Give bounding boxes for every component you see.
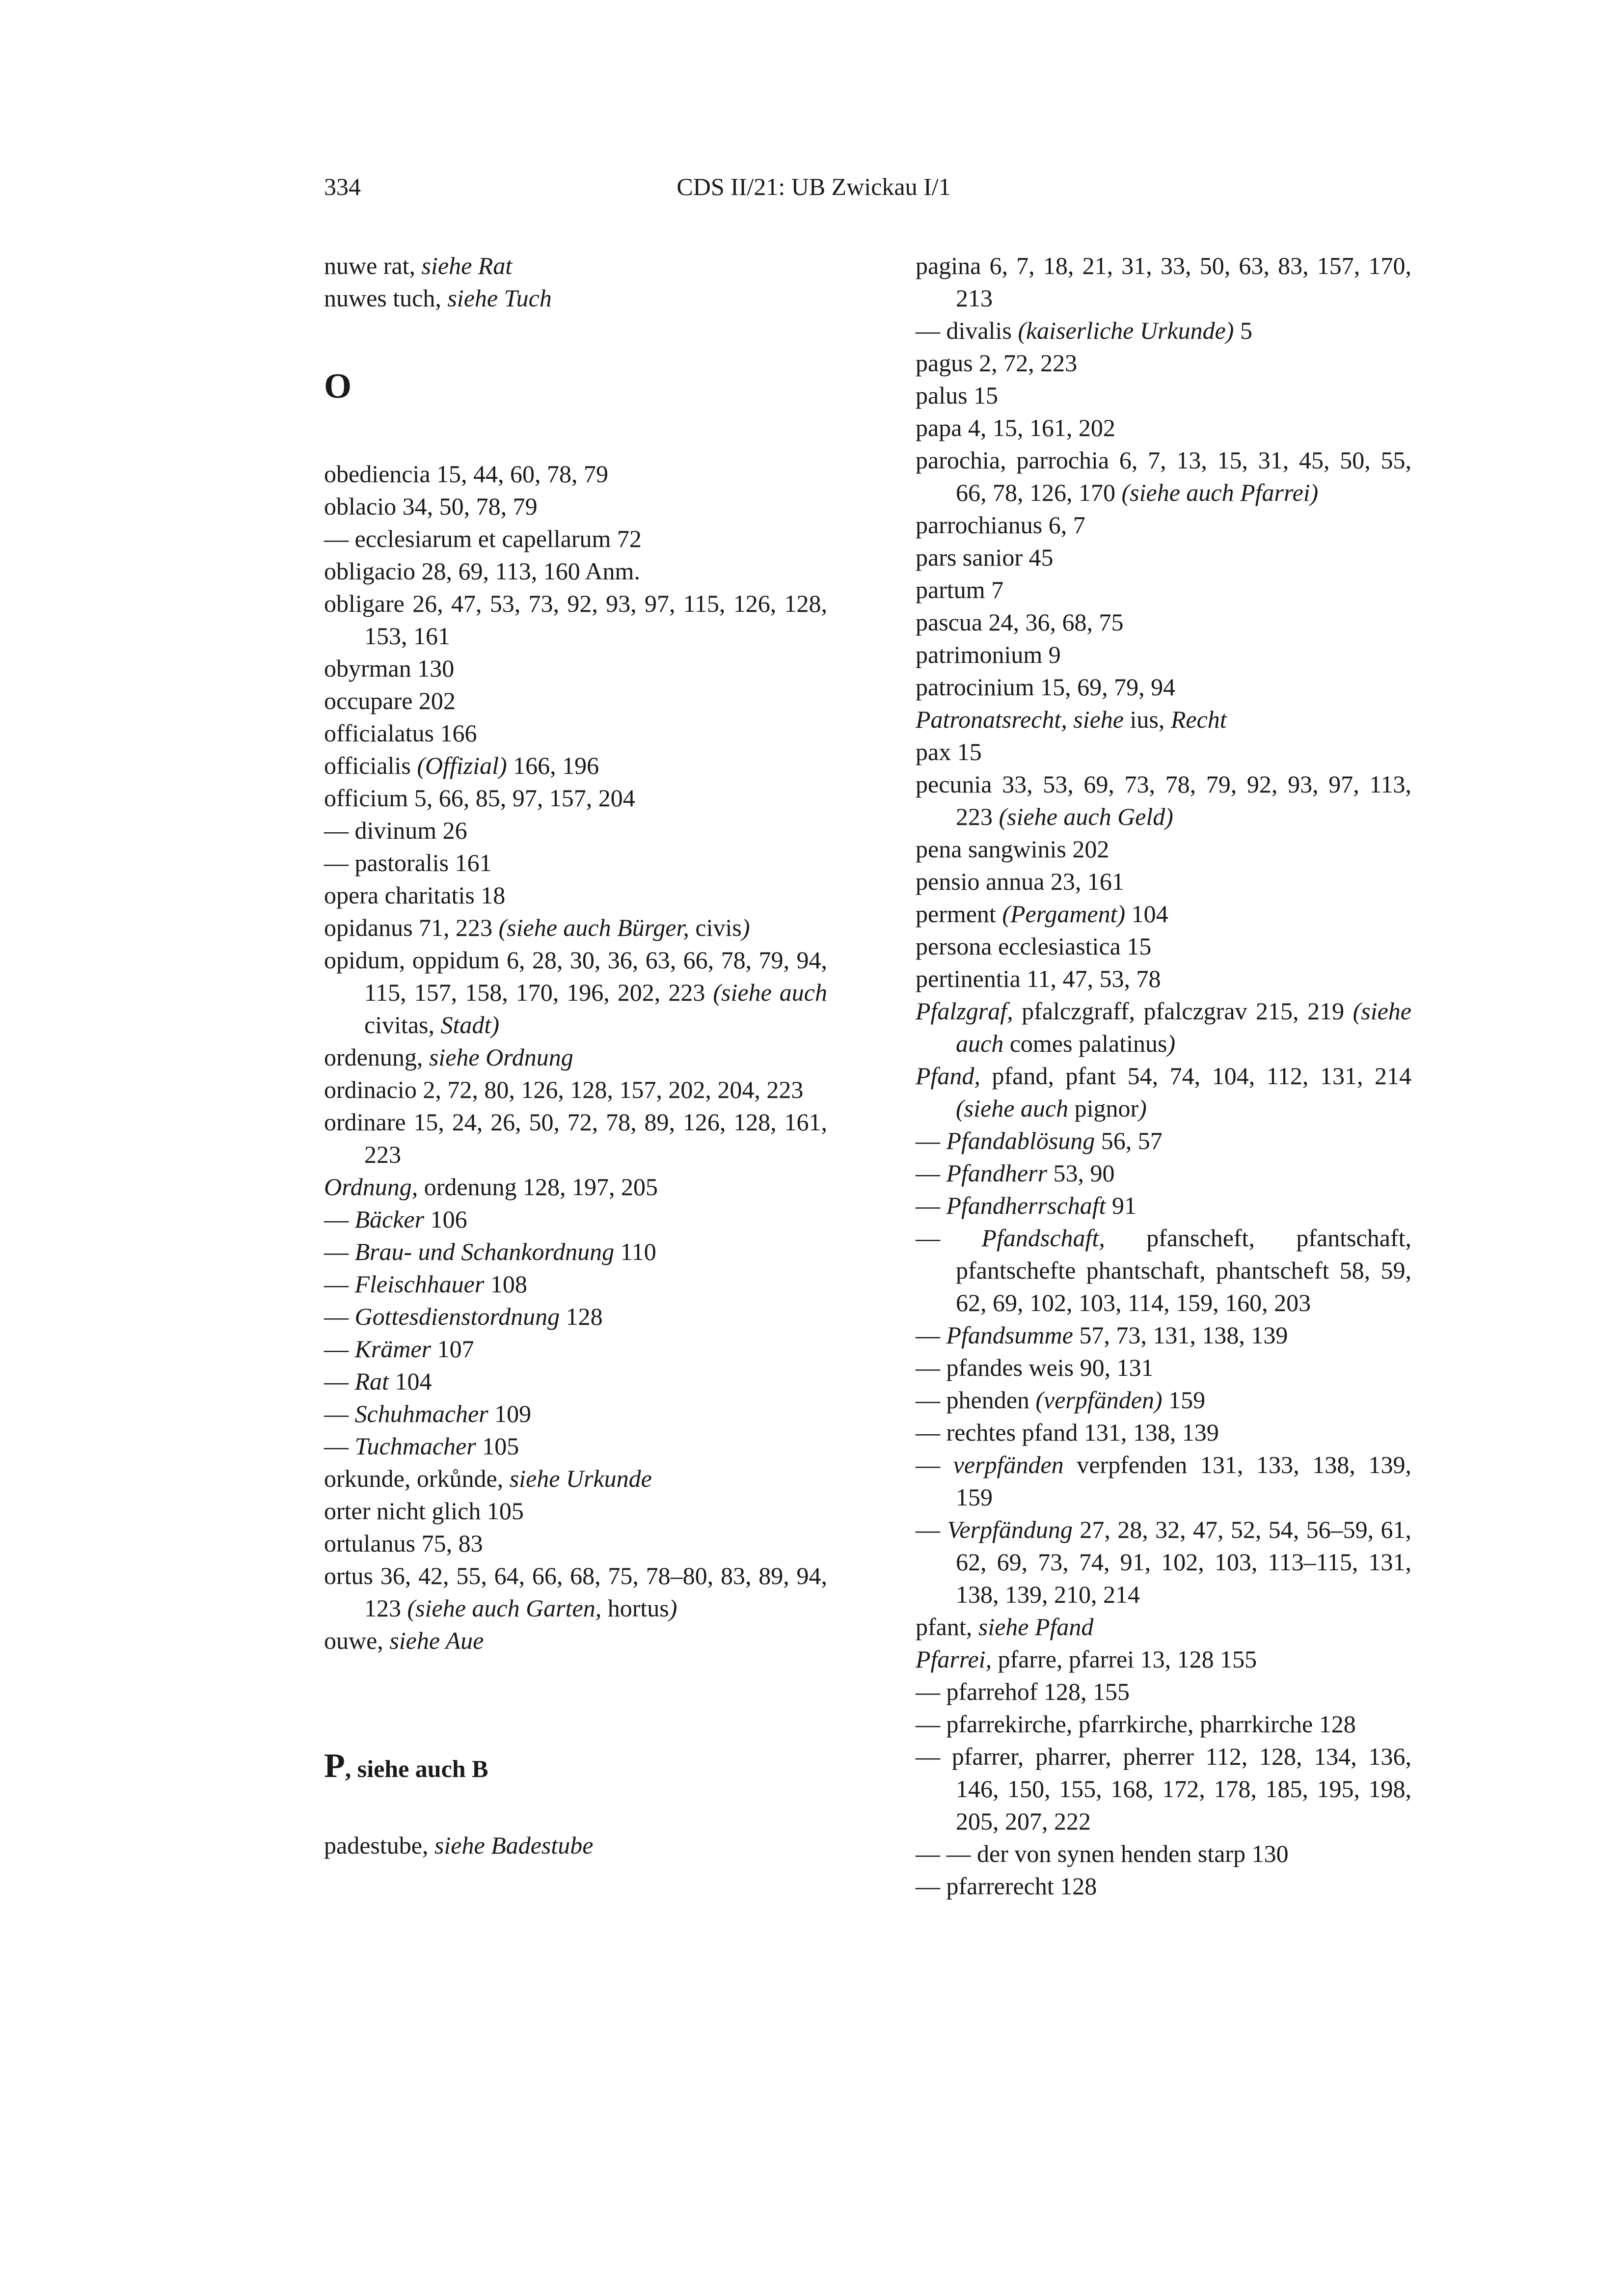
entry-text-italic: Schuhmacher [354, 1400, 488, 1427]
index-entry [916, 865, 1411, 898]
entry-text-italic: Stadt) [440, 1011, 499, 1039]
subentry-dash: — [916, 1159, 947, 1187]
entry-text: oblacio 34, 50, 78, 79 [324, 492, 538, 520]
entry-text: ordenung 128, 197, 205 [418, 1173, 658, 1201]
index-subentry [324, 1365, 827, 1397]
index-entry [916, 574, 1411, 606]
subentry-dash: — [916, 1516, 947, 1543]
entry-text: nuwes tuch, [324, 284, 448, 312]
entry-text: papa 4, 15, 161, 202 [916, 414, 1115, 441]
entry-text: pfarrerecht 128 [946, 1872, 1097, 1900]
subentry-dash: — [324, 817, 355, 844]
index-subentry [916, 1124, 1411, 1157]
entry-text: 104 [1125, 900, 1168, 928]
subentry-dash: — [916, 1354, 947, 1381]
entry-text: divalis [946, 317, 1018, 344]
index-subentry [916, 1870, 1411, 1902]
entry-text-italic: Recht [1170, 706, 1227, 733]
entry-text: obligare 26, 47, 53, 73, 92, 93, 97, 115, 126, 128, 153, 161 [324, 590, 827, 650]
entry-text: opidanus 71, 223 [324, 914, 499, 941]
index-subentry [324, 1430, 827, 1462]
entry-text-italic: Krämer [354, 1335, 432, 1363]
index-entry [324, 458, 827, 490]
entry-text: pfarre, pfarrei 13, 128 155 [992, 1645, 1257, 1673]
entry-text: civitas, [364, 1011, 441, 1039]
index-column-left [324, 249, 827, 1861]
subentry-dash: — [916, 1872, 947, 1900]
section-heading-letter: P [324, 1747, 345, 1785]
entry-text: pfandes weis 90, 131 [946, 1354, 1154, 1381]
index-entry [324, 1462, 827, 1495]
entry-text: pensio annua 23, 161 [916, 868, 1124, 895]
entry-text: pars sanior 45 [916, 544, 1054, 571]
index-subentry [324, 1235, 827, 1268]
subentry-dash: — [324, 1367, 355, 1395]
index-entry [916, 638, 1411, 671]
entry-text: 166, 196 [507, 752, 599, 779]
entry-text-italic: ) [741, 914, 750, 941]
entry-text: parochia, parrochia 6, 7, 13, 15, 31, 45, 50, 55, 66, 78, 126, 170 [916, 446, 1411, 506]
index-subentry [916, 1837, 1411, 1870]
index-subentry [916, 1513, 1411, 1611]
index-subentry [324, 847, 827, 879]
index-entry [324, 944, 827, 1041]
entry-text: phenden [946, 1386, 1036, 1414]
subentry-dash: — [916, 1192, 947, 1219]
entry-text: pfarrehof 128, 155 [946, 1678, 1130, 1705]
entry-text: partum 7 [916, 576, 1004, 603]
entry-text: persona ecclesiastica 15 [916, 932, 1152, 960]
page-header [324, 169, 1303, 204]
entry-text-italic: Pfandherrschaft [946, 1192, 1106, 1219]
index-entry [916, 411, 1411, 444]
entry-text: pfalczgraff, pfalczgrav 215, 219 [1013, 997, 1353, 1025]
entry-text: occupare 202 [324, 687, 456, 714]
entry-text: pfanscheft, pfantschaft, pfantschefte phantschaft, phantscheft 58, 59, 62, 69, 102, 103, 114, 159, 160, 203 [956, 1224, 1411, 1316]
index-entry [916, 703, 1411, 736]
index-entry [916, 379, 1411, 411]
entry-text: 104 [388, 1367, 432, 1395]
entry-text-italic: siehe Pfand [978, 1613, 1094, 1640]
index-entry [916, 1643, 1411, 1675]
entry-text: rechtes pfand 131, 138, 139 [946, 1419, 1219, 1446]
subentry-dash: — [916, 1321, 947, 1349]
entry-text: 57, 73, 131, 138, 139 [1073, 1321, 1288, 1349]
entry-text-italic: (Pergament) [1002, 900, 1126, 928]
index-entry [324, 1829, 827, 1861]
entry-text-italic: Bäcker [354, 1205, 425, 1233]
subentry-dash: — [916, 1710, 947, 1738]
entry-text-italic: (Offizial) [417, 752, 507, 779]
entry-text-italic: (siehe auch [956, 997, 1411, 1057]
entry-text-italic: Brau- und Schankordnung [354, 1238, 615, 1265]
index-entry [324, 1171, 827, 1203]
index-subentry [324, 1268, 827, 1300]
entry-text-italic: ) [1167, 1030, 1176, 1057]
entry-text: pagina 6, 7, 18, 21, 31, 33, 50, 63, 83, 157, 170, 213 [916, 252, 1411, 312]
index-subentry [916, 1222, 1411, 1319]
entry-text-italic: Patronatsrecht, siehe [916, 706, 1124, 733]
entry-text-italic: ) [1138, 1094, 1147, 1122]
index-entry [324, 555, 827, 587]
entry-text: opera charitatis 18 [324, 881, 506, 909]
entry-text: officium 5, 66, 85, 97, 157, 204 [324, 784, 635, 812]
index-subentry [916, 1675, 1411, 1708]
index-subentry [916, 314, 1411, 347]
running-title: CDS II/21: UB Zwickau I/1 [676, 173, 951, 200]
entry-text: civis [689, 914, 742, 941]
entry-text: perment [916, 900, 1002, 928]
index-entry [324, 879, 827, 911]
index-entry [916, 249, 1411, 314]
index-entry [324, 1559, 827, 1624]
subentry-dash: — [916, 317, 947, 344]
index-subentry [916, 1319, 1411, 1351]
subentry-dash: — [916, 1419, 947, 1446]
subentry-dash: — [324, 525, 355, 552]
index-entry [324, 282, 827, 314]
entry-text-italic: verpfänden [953, 1451, 1064, 1478]
entry-text: ortus 36, 42, 55, 64, 66, 68, 75, 78–80, 83, 89, 94, 123 [324, 1562, 827, 1622]
entry-text: ortulanus 75, 83 [324, 1530, 483, 1557]
entry-text: 27, 28, 32, 47, 52, 54, 56–59, 61, 62, 69, 73, 74, 91, 102, 103, 113–115, 131, 138, 139, 210, 214 [956, 1516, 1412, 1608]
entry-text: 106 [424, 1205, 467, 1233]
index-entry [324, 782, 827, 814]
entry-text-italic: Pfandschaft, [981, 1224, 1105, 1252]
entry-text: obyrman 130 [324, 655, 455, 682]
index-entry [916, 444, 1411, 509]
entry-text-italic: siehe Ordnung [429, 1043, 573, 1071]
entry-text-italic: Pfalzgraf, [916, 997, 1013, 1025]
index-entry [324, 1106, 827, 1171]
subentry-dash: — — [916, 1840, 977, 1867]
entry-text: pfarrer, pharrer, pherrer 112, 128, 134, 136, 146, 150, 155, 168, 172, 178, 185, 195, 198, 205, 207, 222 [951, 1743, 1411, 1835]
entry-text: ouwe, [324, 1627, 390, 1654]
entry-text: pena sangwinis 202 [916, 835, 1109, 863]
index-entry [324, 1041, 827, 1073]
entry-text-italic: (siehe auch [956, 1094, 1069, 1122]
subentry-dash: — [916, 1224, 982, 1252]
index-subentry [916, 1416, 1411, 1449]
entry-text-italic: (siehe auch [713, 979, 828, 1006]
entry-text-italic: siehe Aue [389, 1627, 484, 1654]
entry-text: pagus 2, 72, 223 [916, 349, 1078, 377]
entry-text: officialatus 166 [324, 719, 477, 747]
entry-text: ordenung, [324, 1043, 429, 1071]
subentry-dash: — [916, 1743, 952, 1770]
index-entry [916, 768, 1411, 833]
entry-text: 107 [431, 1335, 474, 1363]
entry-text: 108 [484, 1270, 527, 1298]
index-entry [916, 736, 1411, 768]
entry-text: ius, [1124, 706, 1171, 733]
entry-text-italic: Pfarrei, [916, 1645, 992, 1673]
entry-text: patrimonium 9 [916, 641, 1061, 668]
index-entry [324, 652, 827, 684]
entry-text-italic: Pfandsumme [946, 1321, 1073, 1349]
entry-text-italic: Pfandherr [946, 1159, 1048, 1187]
index-entry [916, 962, 1411, 995]
entry-text: nuwe rat, [324, 252, 422, 279]
entry-text: 53, 90 [1047, 1159, 1115, 1187]
index-subentry [916, 1740, 1411, 1837]
index-subentry [916, 1189, 1411, 1222]
entry-text: padestube, [324, 1831, 434, 1859]
entry-text-italic: Ordnung, [324, 1173, 418, 1201]
entry-text-italic: siehe Badestube [434, 1831, 594, 1859]
index-entry [324, 587, 827, 652]
entry-text-italic: siehe Urkunde [509, 1465, 652, 1492]
entry-text-italic: Rat [354, 1367, 389, 1395]
subentry-dash: — [916, 1127, 947, 1154]
subentry-dash: — [324, 1335, 355, 1363]
page-number: 334 [324, 173, 361, 200]
entry-text-italic: ) [669, 1594, 677, 1622]
index-subentry [916, 1351, 1411, 1384]
index-subentry [916, 1708, 1411, 1740]
subentry-dash: — [324, 1432, 355, 1460]
section-letter: O [324, 366, 352, 406]
subentry-dash: — [916, 1451, 953, 1478]
entry-text: 128 [560, 1303, 603, 1330]
index-subentry [916, 1449, 1411, 1513]
entry-text: der von synen henden starp 130 [977, 1840, 1289, 1867]
section-heading [324, 1747, 827, 1785]
entry-text: pignor [1068, 1094, 1139, 1122]
entry-text-italic: Pfand, [916, 1062, 980, 1090]
entry-text-italic: (kaiserliche Urkunde) [1018, 317, 1234, 344]
entry-text: divinum 26 [354, 817, 467, 844]
index-entry [916, 1611, 1411, 1643]
entry-text: pfant, [916, 1613, 978, 1640]
index-subentry [324, 522, 827, 555]
entry-text: 109 [488, 1400, 532, 1427]
entry-text-italic: (siehe auch Geld) [999, 803, 1173, 830]
entry-text: pax 15 [916, 738, 982, 765]
index-entry [916, 833, 1411, 865]
entry-text: patrocinium 15, 69, 79, 94 [916, 673, 1176, 701]
subentry-dash: — [324, 1270, 355, 1298]
subentry-dash: — [324, 1205, 355, 1233]
entry-text: pascua 24, 36, 68, 75 [916, 608, 1124, 636]
subentry-dash: — [324, 1400, 355, 1427]
index-entry [916, 347, 1411, 379]
entry-text: 56, 57 [1095, 1127, 1163, 1154]
entry-text-italic: Tuchmacher [354, 1432, 476, 1460]
entry-text: hortus [601, 1594, 669, 1622]
index-entry [324, 911, 827, 944]
index-entry [916, 995, 1411, 1060]
entry-text: ordinare 15, 24, 26, 50, 72, 78, 89, 126, 128, 161, 223 [324, 1108, 827, 1168]
entry-text: orter nicht glich 105 [324, 1497, 524, 1525]
index-subentry [324, 1333, 827, 1365]
entry-text-italic: siehe Rat [421, 252, 513, 279]
subentry-dash: — [324, 849, 355, 876]
entry-text: ordinacio 2, 72, 80, 126, 128, 157, 202, 204, 223 [324, 1076, 804, 1103]
index-subentry [324, 1300, 827, 1333]
entry-text-italic: (siehe auch Pfarrei) [1121, 479, 1319, 506]
entry-text: parrochianus 6, 7 [916, 511, 1085, 539]
entry-text: orkunde, orkůnde, [324, 1465, 510, 1492]
index-entry [916, 541, 1411, 574]
entry-text-italic: (verpfänden) [1035, 1386, 1163, 1414]
entry-text: 5 [1234, 317, 1252, 344]
index-subentry [916, 1157, 1411, 1189]
index-entry [916, 509, 1411, 541]
entry-text: 159 [1162, 1386, 1206, 1414]
entry-text-italic: Verpfändung [947, 1516, 1073, 1543]
index-entry [916, 671, 1411, 703]
entry-text: ecclesiarum et capellarum 72 [354, 525, 642, 552]
entry-text: pertinentia 11, 47, 53, 78 [916, 965, 1161, 992]
entry-text: palus 15 [916, 382, 999, 409]
entry-text: obediencia 15, 44, 60, 78, 79 [324, 460, 609, 488]
subentry-dash: — [916, 1386, 947, 1414]
index-entry [324, 249, 827, 282]
entry-text-italic: Gottesdienstordnung [354, 1303, 560, 1330]
subentry-dash: — [916, 1678, 947, 1705]
index-entry [324, 717, 827, 749]
index-entry [916, 606, 1411, 638]
entry-text: 91 [1106, 1192, 1136, 1219]
index-subentry [324, 1203, 827, 1235]
index-subentry [324, 814, 827, 847]
subentry-dash: — [324, 1303, 355, 1330]
entry-text: 110 [614, 1238, 656, 1265]
entry-text: verpfenden 131, 133, 138, 139, 159 [956, 1451, 1411, 1511]
entry-text-italic: Fleischhauer [354, 1270, 485, 1298]
entry-text: 105 [476, 1432, 519, 1460]
section-heading-text: , siehe auch B [345, 1755, 488, 1782]
index-entry [324, 1495, 827, 1527]
index-entry [324, 490, 827, 522]
index-entry [324, 1073, 827, 1106]
index-subentry [324, 1397, 827, 1430]
entry-text: opidum, oppidum 6, 28, 30, 36, 63, 66, 78, 79, 94, 115, 157, 158, 170, 196, 202, 223 [324, 946, 827, 1006]
entry-text-italic: (siehe auch Garten, [407, 1594, 602, 1622]
index-subentry [916, 1384, 1411, 1416]
index-entry [916, 898, 1411, 930]
index-entry [324, 1527, 827, 1559]
entry-text: pfarrekirche, pfarrkirche, pharrkirche 128 [946, 1710, 1356, 1738]
entry-text-italic: (siehe auch Bürger, [498, 914, 689, 941]
index-entry [324, 684, 827, 717]
index-column-right [916, 249, 1411, 1902]
subentry-dash: — [324, 1238, 355, 1265]
index-entry [324, 1624, 827, 1657]
index-entry [324, 749, 827, 782]
entry-text-italic: siehe Tuch [447, 284, 552, 312]
entry-text: obligacio 28, 69, 113, 160 Anm. [324, 557, 640, 585]
entry-text: pastoralis 161 [354, 849, 492, 876]
index-entry [916, 1060, 1411, 1124]
entry-text: officialis [324, 752, 417, 779]
entry-text: comes palatinus [1003, 1030, 1167, 1057]
entry-text: pecunia 33, 53, 69, 73, 78, 79, 92, 93, 97, 113, 223 [916, 770, 1411, 830]
index-entry [916, 930, 1411, 962]
entry-text-italic: Pfandablösung [946, 1127, 1095, 1154]
entry-text: pfand, pfant 54, 74, 104, 112, 131, 214 [980, 1062, 1411, 1090]
